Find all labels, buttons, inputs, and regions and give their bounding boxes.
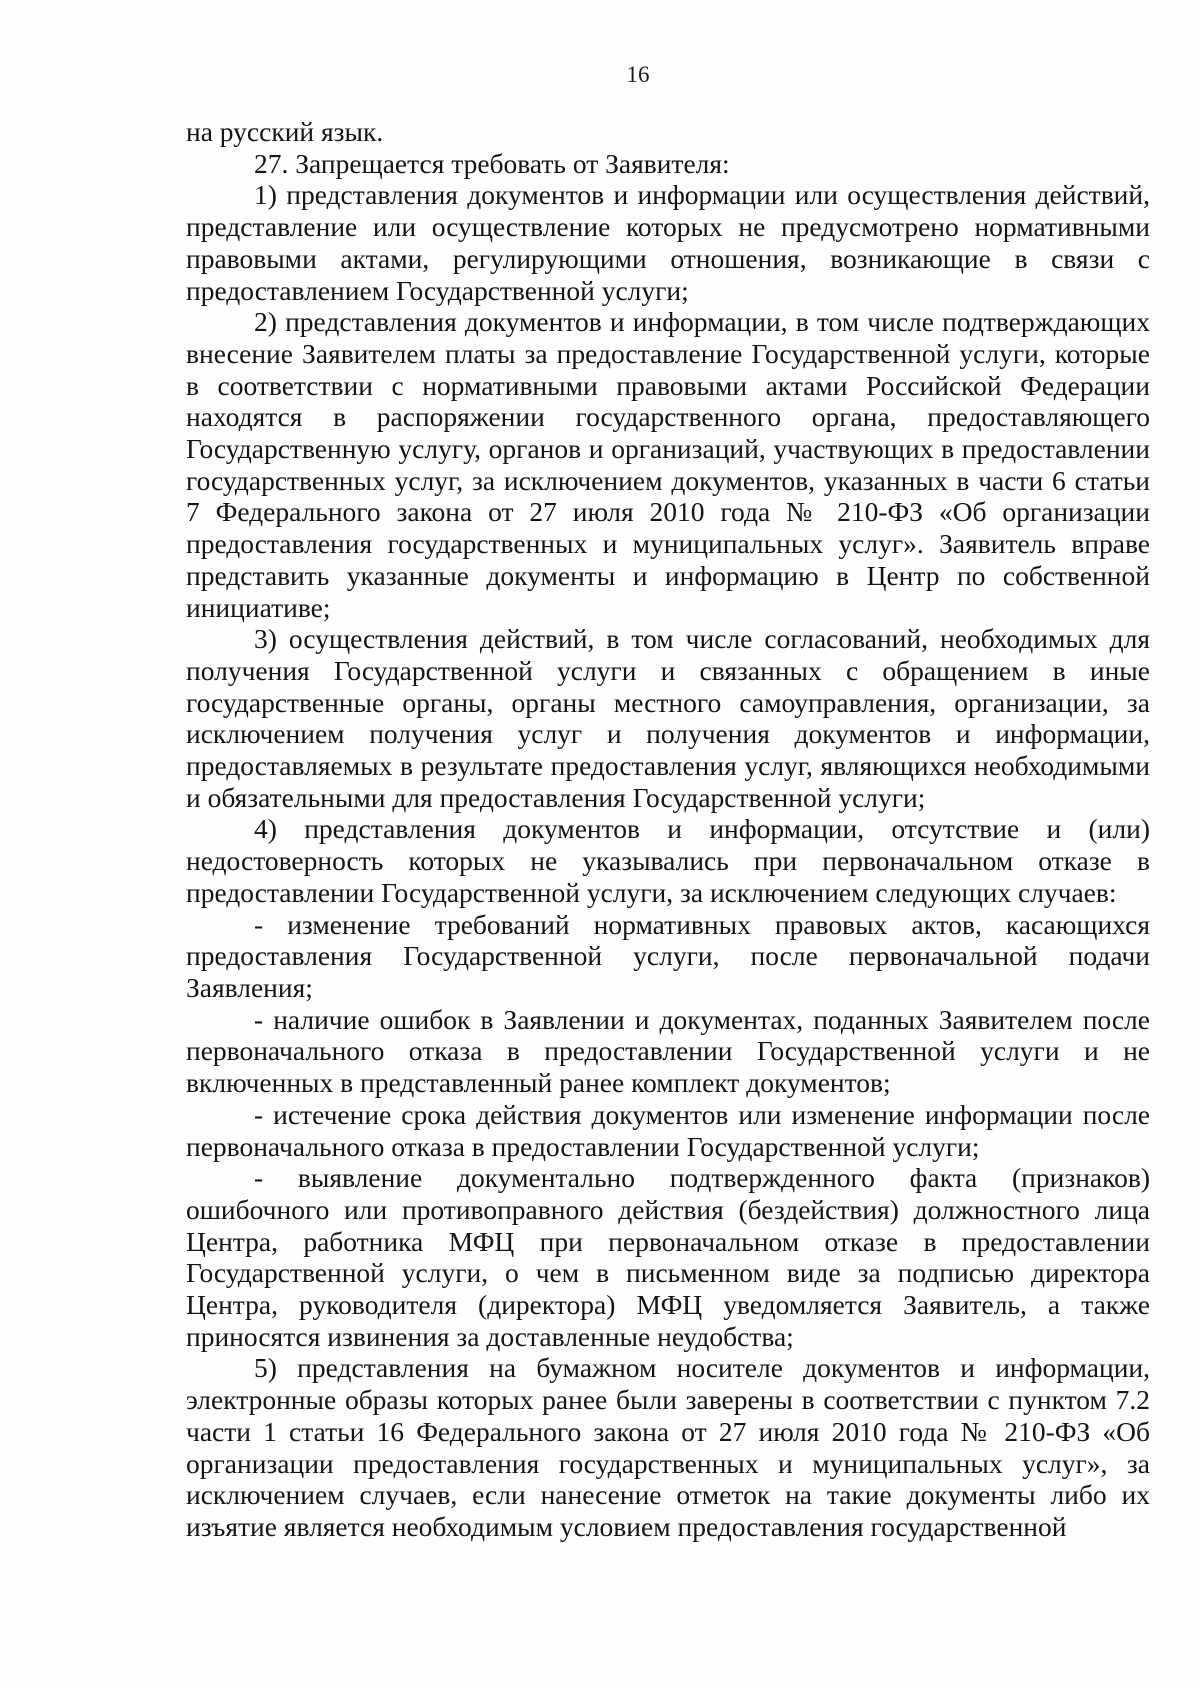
paragraph-case-4: - выявление документально подтвержденного факта (признаков) ошибочного или противоправного действия (бездействия) должностного лица Центра, работника МФЦ при первоначальном отказе в предоставлении Государственной услуги, о чем в письменном виде за подписью директора Центра, руководителя (директора) МФЦ уведомляется Заявитель, а также приносятся извинения за доставленные неудобства; bbox=[186, 1162, 1150, 1352]
paragraph-item-1: 1) представления документов и информации или осуществления действий, представление или осуществление которых не предусмотрено нормативными правовыми актами, регулирующими отношения, возникающие в связи с предоставлением Государственной услуги; bbox=[186, 179, 1150, 306]
paragraph-item-5: 5) представления на бумажном носителе документов и информации, электронные образы которых ранее были заверены в соответствии с пунктом 7.2 части 1 статьи 16 Федерального закона от 27 июля 2010 года № 210-ФЗ «Об организации предоставления государственных и муниципальных услуг», за исключением случаев, если нанесение отметок на такие документы либо их изъятие является необходимым условием предоставления государственной bbox=[186, 1352, 1150, 1542]
paragraph-case-1: - изменение требований нормативных правовых актов, касающихся предоставления Государственной услуги, после первоначальной подачи Заявления; bbox=[186, 908, 1150, 1003]
paragraph-case-2: - наличие ошибок в Заявлении и документах, поданных Заявителем после первоначального отказа в предоставлении Государственной услуги и не включенных в представленный ранее комплект документов; bbox=[186, 1003, 1150, 1099]
paragraph-clause-27: 27. Запрещается требовать от Заявителя: bbox=[254, 147, 730, 179]
document-body bbox=[186, 116, 1150, 1543]
page-number: 16 bbox=[626, 62, 650, 87]
paragraph-item-2: 2) представления документов и информации, в том числе подтверждающих внесение Заявителем платы за предоставление Государственной услуги, которые в соответствии с нормативными правовыми актами Российской Федерации находятся в распоряжении государственного органа, предоставляющего Государственную услугу, органов и организаций, участвующих в предоставлении государственных услуг, за исключением документов, указанных в части 6 статьи 7 Федерального закона от 27 июля 2010 года № 210-ФЗ «Об организации предоставления государственных и муниципальных услуг». Заявитель вправе представить указанные документы и информацию в Центр по собственной инициативе; bbox=[186, 306, 1150, 623]
paragraph-case-3: - истечение срока действия документов или изменение информации после первоначального отказа в предоставлении Государственной услуги; bbox=[186, 1098, 1150, 1162]
paragraph-item-3: 3) осуществления действий, в том числе согласований, необходимых для получения Государственной услуги и связанных с обращением в иные государственные органы, органы местного самоуправления, организации, за исключением получения услуг и получения документов и информации, предоставляемых в результате предоставления услуг, являющихся необходимыми и обязательными для предоставления Государственной услуги; bbox=[186, 623, 1150, 813]
paragraph-continuation: на русский язык. bbox=[186, 116, 384, 147]
paragraph-item-4: 4) представления документов и информации, отсутствие и (или) недостоверность которых не указывались при первоначальном отказе в предоставлении Государственной услуги, за исключением следующих случаев: bbox=[186, 813, 1150, 908]
